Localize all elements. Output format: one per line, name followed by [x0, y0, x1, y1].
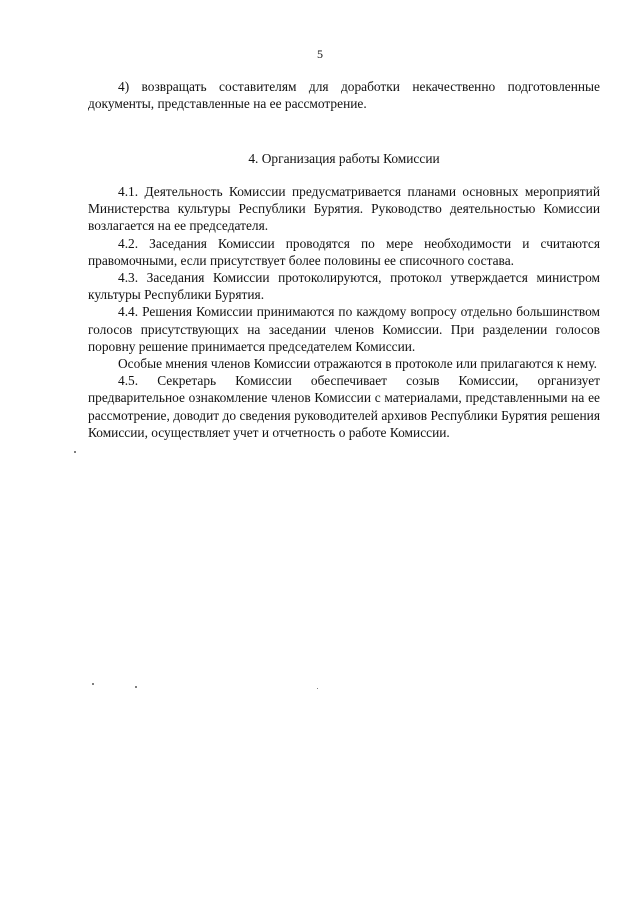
intro-paragraph: 4) возвращать составителям для доработки некачественно подготовленные документы, представленные на ее рассмотрение. — [88, 79, 600, 112]
scan-speck — [317, 688, 318, 689]
paragraph-4-3: 4.3. Заседания Комиссии протоколируются, протокол утверждается министром культуры Республики Бурятия. — [88, 270, 600, 303]
paragraph-dissenting-opinions: Особые мнения членов Комиссии отражаются в протоколе или прилагаются к нему. — [118, 356, 597, 372]
page-number: 5 — [317, 47, 323, 61]
scan-speck — [135, 686, 137, 688]
paragraph-4-5: 4.5. Секретарь Комиссии обеспечивает созыв Комиссии, организует предварительное ознакомление членов Комиссии с материалами, представленными на ее рассмотрение, доводит до сведения руководителей архивов Республики Бурятия решения Комиссии, осуществляет учет и отчетность о работе Комиссии. — [88, 373, 600, 440]
scan-speck — [92, 683, 94, 685]
paragraph-4-4: 4.4. Решения Комиссии принимаются по каждому вопросу отдельно большинством голосов присутствующих на заседании членов Комиссии. При разделении голосов поровну решение принимается председателем Комиссии. — [88, 304, 600, 354]
intro-block — [88, 78, 600, 112]
paragraph-4-2: 4.2. Заседания Комиссии проводятся по мере необходимости и считаются правомочными, если присутствует более половины ее списочного состава. — [88, 235, 600, 268]
section-heading: 4. Организация работы Комиссии — [248, 151, 440, 166]
scan-speck — [74, 451, 76, 453]
paragraph-4-1: 4.1. Деятельность Комиссии предусматривается планами основных мероприятий Министерства культуры Республики Бурятия. Руководство деятельностью Комиссии возлагается на ее председателя. — [88, 184, 600, 234]
section-body — [88, 183, 600, 441]
